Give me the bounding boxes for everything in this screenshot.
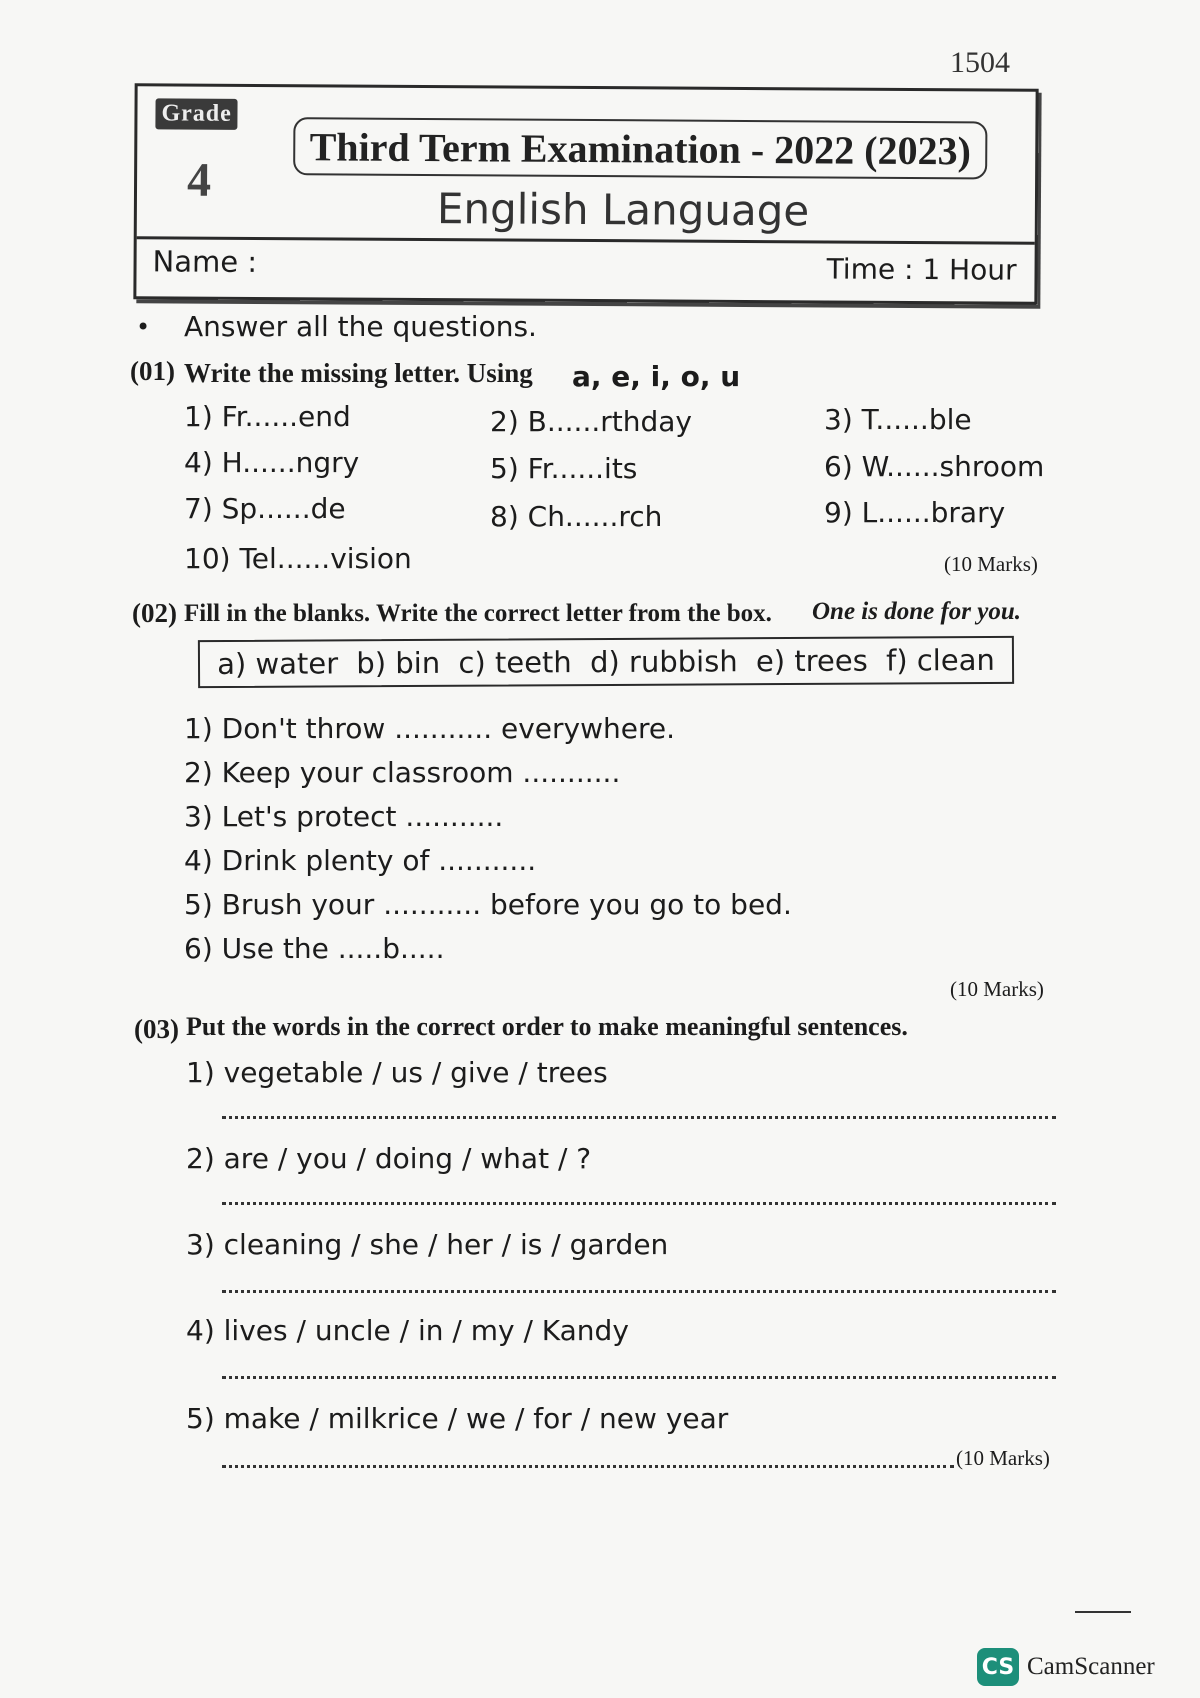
q1-item: 5) Fr......its bbox=[490, 452, 638, 485]
q3-item: 2) are / you / doing / what / ? bbox=[186, 1142, 592, 1175]
q2-prompt: Fill in the blanks. Write the correct letter from the box. bbox=[184, 600, 772, 627]
page-number: 1504 bbox=[950, 46, 1010, 79]
q1-item: 7) Sp......de bbox=[184, 492, 346, 525]
q1-item: 6) W......shroom bbox=[824, 450, 1045, 483]
page-dash bbox=[1075, 1611, 1131, 1613]
word-option: e) trees bbox=[755, 643, 868, 679]
instruction-text: Answer all the questions. bbox=[184, 310, 537, 343]
q2-item: 6) Use the .....b..... bbox=[184, 932, 445, 965]
q2-item: 3) Let's protect ........... bbox=[184, 800, 504, 833]
name-label: Name : bbox=[152, 244, 258, 279]
word-option: a) water bbox=[217, 646, 339, 682]
exam-title: Third Term Examination - 2022 (2023) bbox=[293, 117, 987, 179]
q1-item: 10) Tel......vision bbox=[184, 542, 412, 575]
q2-item: 2) Keep your classroom ........... bbox=[184, 756, 621, 789]
q1-letters: a, e, i, o, u bbox=[572, 360, 741, 393]
q1-number: (01) bbox=[130, 356, 175, 386]
q1-item: 8) Ch......rch bbox=[490, 500, 663, 533]
q2-marks: (10 Marks) bbox=[950, 977, 1044, 1001]
answer-line bbox=[222, 1202, 1056, 1205]
header-divider bbox=[137, 236, 1035, 244]
q1-prompt: Write the missing letter. Using bbox=[184, 358, 533, 388]
q3-number: (03) bbox=[134, 1014, 179, 1044]
grade-label: Grade bbox=[155, 98, 238, 130]
answer-line bbox=[222, 1376, 1056, 1379]
exam-header-box bbox=[133, 83, 1038, 305]
q2-item: 1) Don't throw ........... everywhere. bbox=[184, 712, 676, 745]
camscanner-logo bbox=[977, 1648, 1155, 1686]
camscanner-icon: CS bbox=[977, 1648, 1019, 1686]
q2-item: 5) Brush your ........... before you go to bed. bbox=[184, 888, 792, 921]
q1-item: 1) Fr......end bbox=[184, 400, 351, 433]
q3-item: 1) vegetable / us / give / trees bbox=[186, 1056, 608, 1089]
word-box bbox=[198, 636, 1014, 688]
q3-item: 4) lives / uncle / in / my / Kandy bbox=[186, 1314, 629, 1347]
q2-prompt-emphasis: One is done for you. bbox=[812, 598, 1022, 625]
word-option: d) rubbish bbox=[589, 644, 738, 680]
q1-marks: (10 Marks) bbox=[944, 552, 1038, 576]
q2-item: 4) Drink plenty of ........... bbox=[184, 844, 537, 877]
word-option: c) teeth bbox=[458, 645, 572, 680]
answer-line bbox=[222, 1290, 1056, 1293]
time-label: Time : 1 Hour bbox=[826, 252, 1017, 287]
q1-item: 4) H......ngry bbox=[184, 446, 360, 479]
q1-item: 2) B......rthday bbox=[490, 405, 692, 438]
subject-title: English Language bbox=[436, 184, 810, 236]
q1-item: 3) T......ble bbox=[824, 403, 972, 436]
grade-number: 4 bbox=[186, 153, 212, 207]
instruction-bullet: • bbox=[136, 313, 151, 341]
word-option: b) bin bbox=[356, 645, 441, 681]
q3-item: 5) make / milkrice / we / for / new year bbox=[186, 1402, 729, 1435]
word-option: f) clean bbox=[885, 642, 995, 678]
q3-marks: (10 Marks) bbox=[956, 1446, 1050, 1470]
q3-item: 3) cleaning / she / her / is / garden bbox=[186, 1228, 669, 1261]
answer-line bbox=[222, 1116, 1056, 1119]
q2-number: (02) bbox=[132, 598, 177, 628]
camscanner-text: CamScanner bbox=[1027, 1653, 1155, 1680]
answer-line bbox=[222, 1465, 954, 1468]
q3-prompt: Put the words in the correct order to make meaningful sentences. bbox=[186, 1012, 908, 1041]
q1-item: 9) L......brary bbox=[824, 496, 1006, 529]
